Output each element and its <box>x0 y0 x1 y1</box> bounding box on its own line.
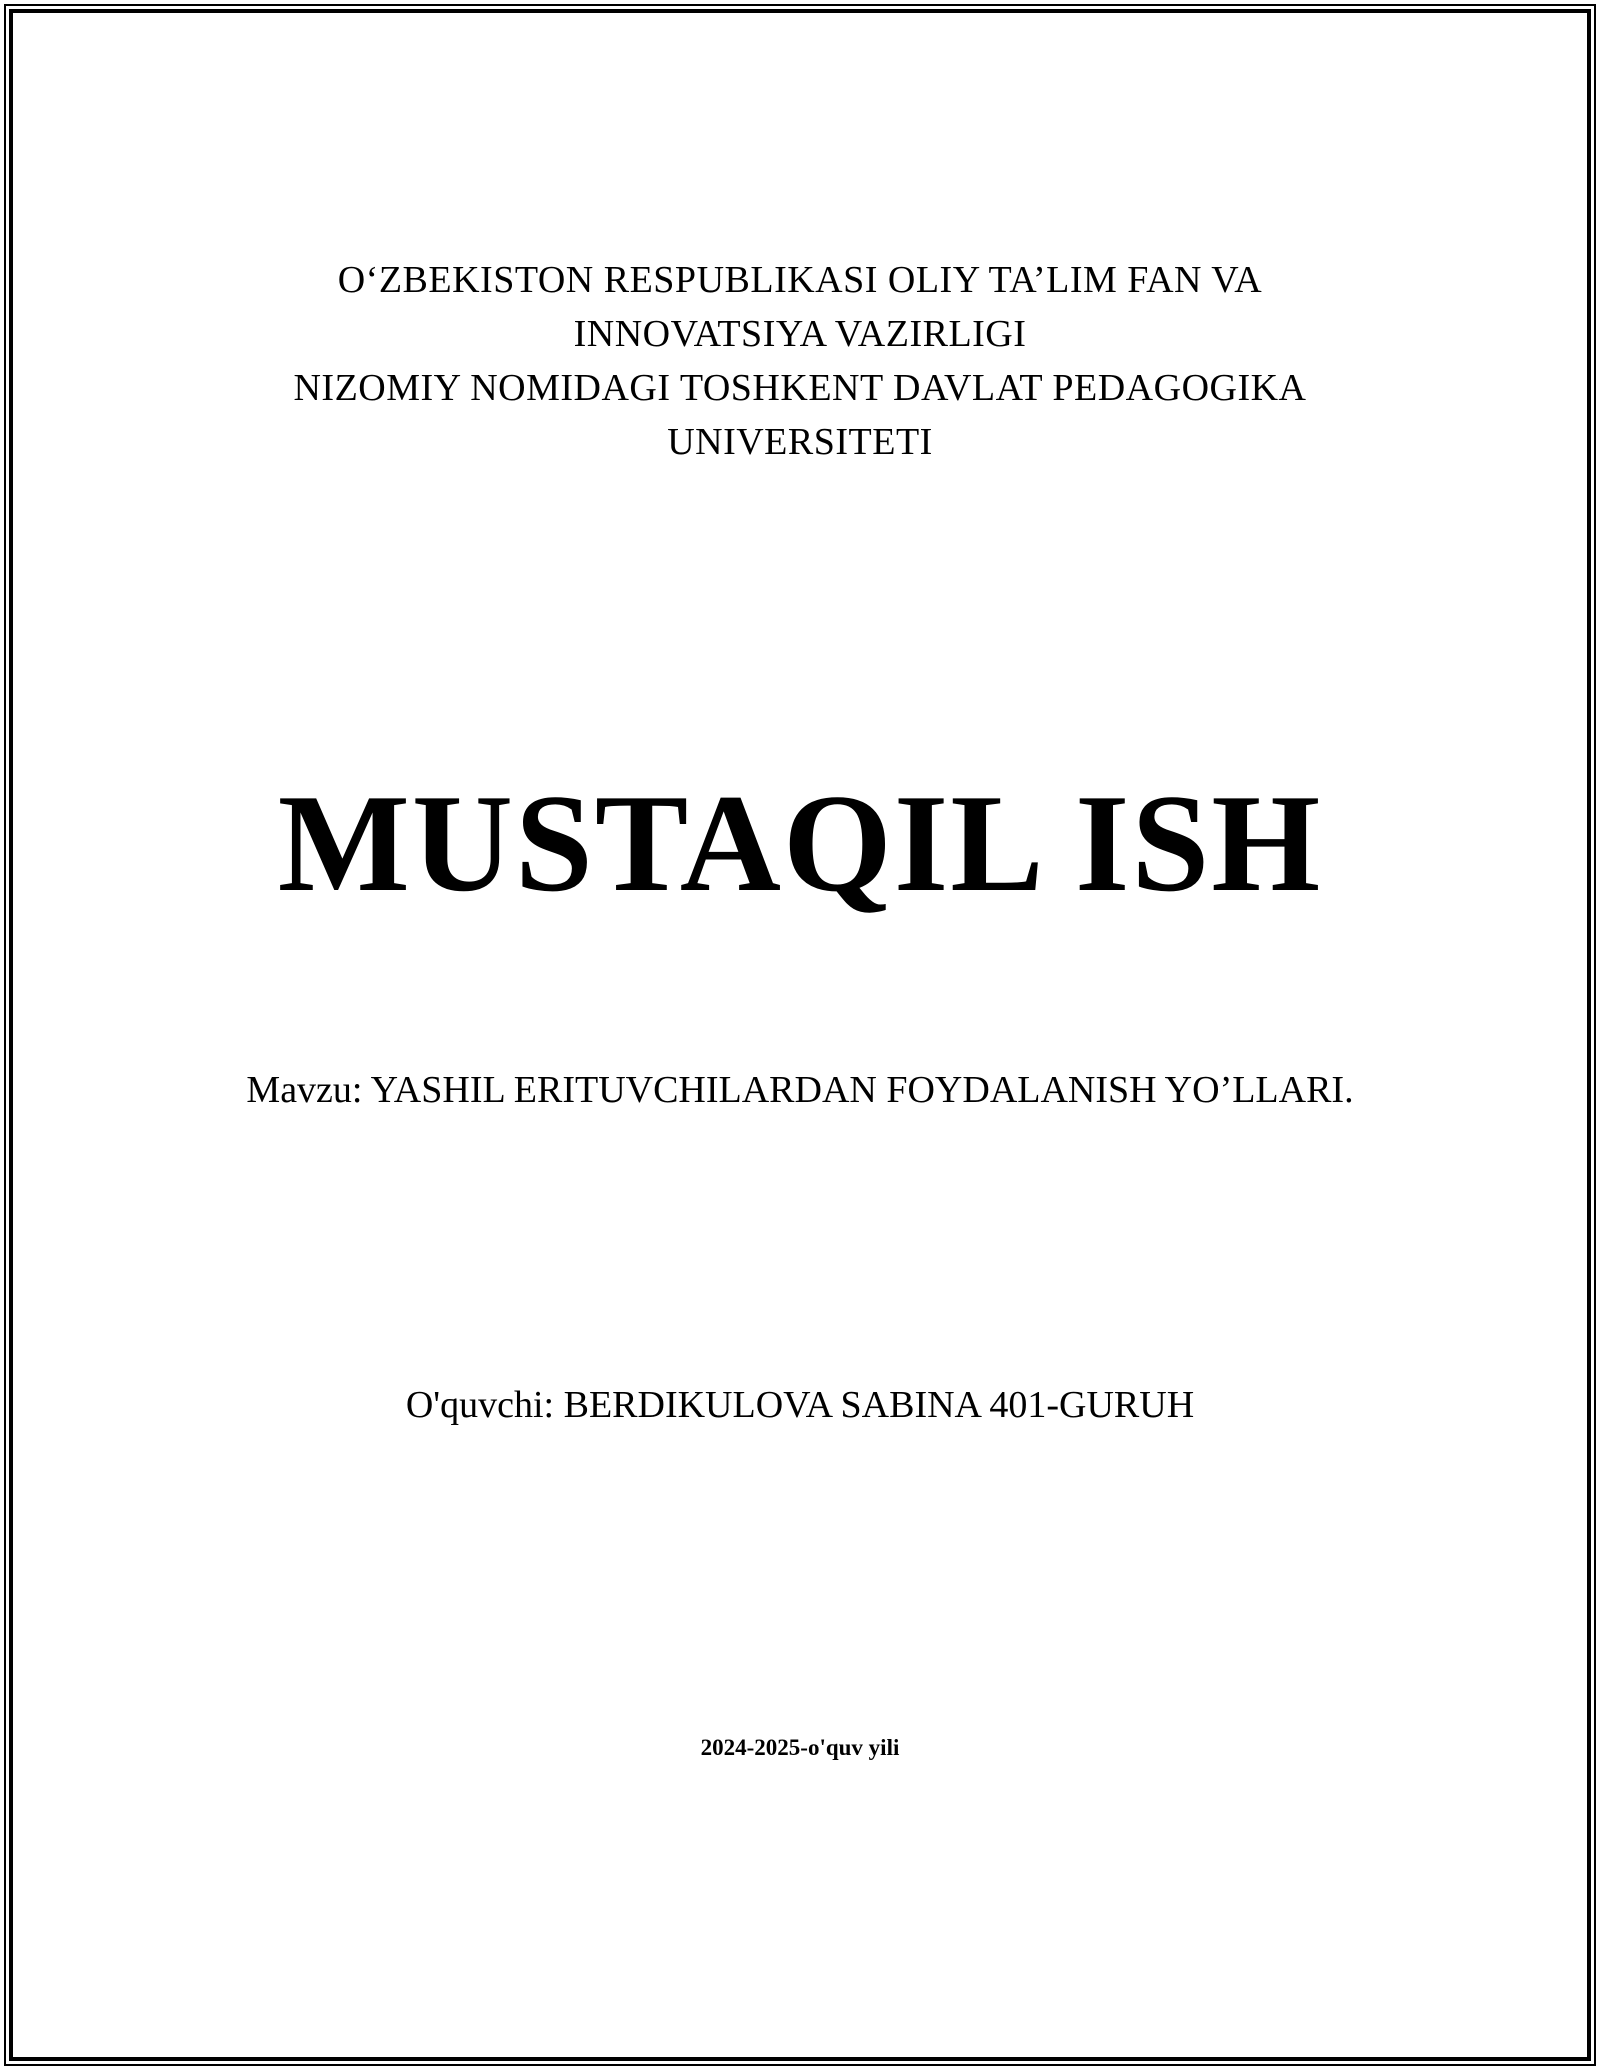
topic-line: Mavzu: YASHIL ERITUVCHILARDAN FOYDALANISH YO’LLARI. <box>246 1069 1354 1111</box>
page-border-outer <box>4 4 1596 2066</box>
header-line-1: O‘ZBEKISTON RESPUBLIKASI OLIY TA’LIM FAN VA <box>337 259 1263 301</box>
header-line-4: UNIVERSITETI <box>667 421 933 463</box>
header-line-2: INNOVATSIYA VAZIRLIGI <box>573 313 1027 355</box>
page-border-inner <box>9 9 1591 2061</box>
document-title: MUSTAQIL ISH <box>277 766 1323 921</box>
document-page <box>13 13 1587 2057</box>
header-line-3: NIZOMIY NOMIDAGI TOSHKENT DAVLAT PEDAGOGIKA <box>293 367 1307 409</box>
student-line: O'quvchi: BERDIKULOVA SABINA 401-GURUH <box>405 1384 1195 1426</box>
academic-year: 2024-2025-o'quv yili <box>700 1735 900 1760</box>
university-header <box>13 253 1587 469</box>
